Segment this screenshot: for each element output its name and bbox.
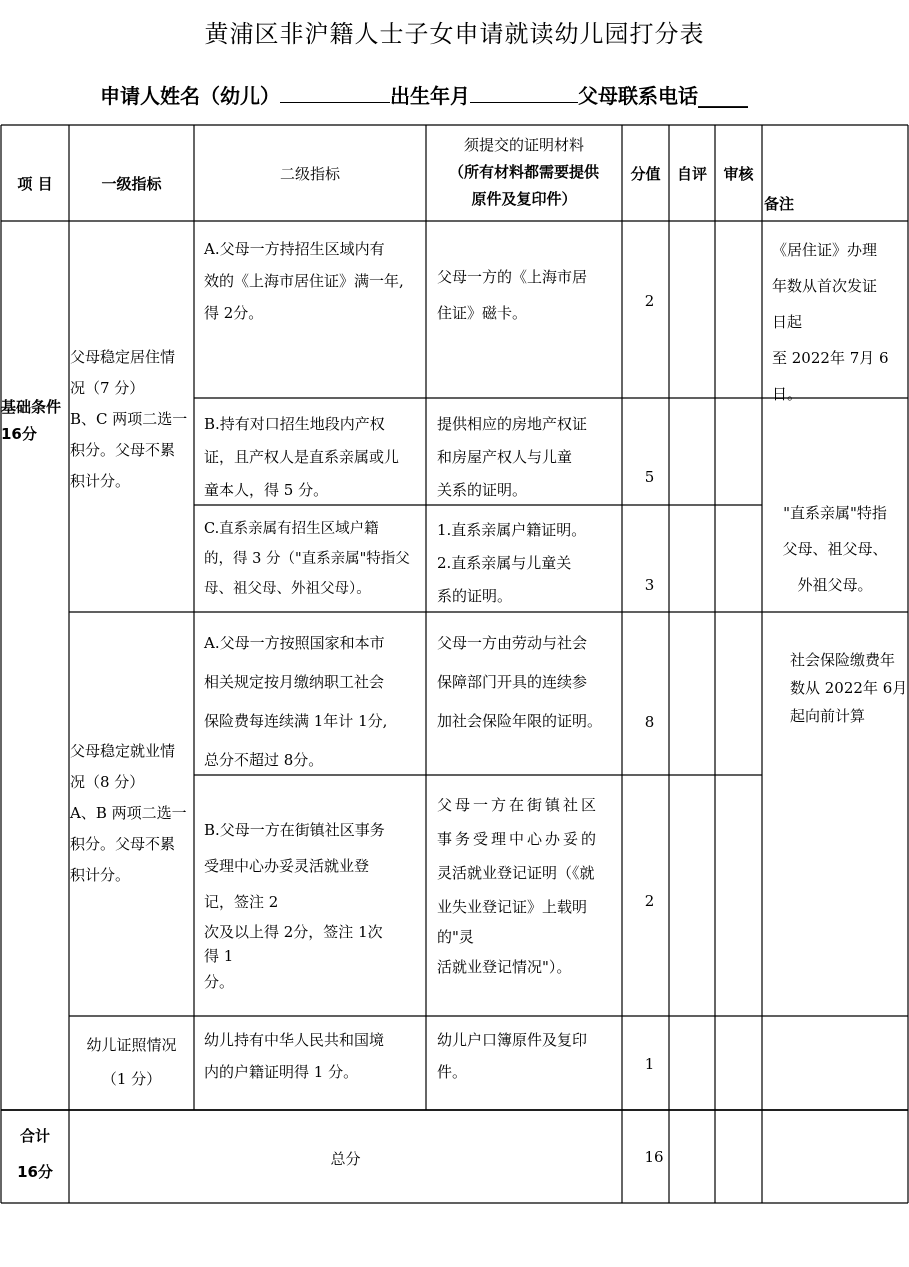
row-a-indicator (204, 233, 404, 329)
page-title: 黄浦区非沪籍人士子女申请就读幼儿园打分表 (204, 20, 705, 48)
row-eb-material (437, 788, 599, 984)
row-b-material-line: 提供相应的房地产权证 (437, 415, 588, 433)
header-self-eval: 自评 (676, 165, 707, 183)
group-residence-line: 积分。父母不累 (70, 441, 176, 459)
row-a-material-line: 住证》磁卡。 (437, 304, 528, 322)
row-b-indicator-line: 证，且产权人是直系亲属或儿 (204, 448, 400, 466)
row-b-indicator-line: 童本人，得 5 分。 (204, 481, 329, 499)
row-ea-score: 8 (644, 713, 655, 731)
row-a-material (437, 259, 587, 331)
row-child-group-line: 幼儿证照情况 (86, 1036, 177, 1054)
row-child-material (437, 1024, 587, 1088)
row-eb-indicator-line: 得 1 (204, 947, 234, 965)
row-a-remark-line: 《居住证》办理 (772, 241, 878, 259)
row-b-score: 5 (644, 468, 655, 486)
row-ea-material-line: 父母一方由劳动与社会 (437, 634, 588, 652)
row-child-material-line: 件。 (437, 1063, 468, 1081)
applicant-name-label: 申请人姓名（幼儿） (100, 84, 280, 108)
row-c-score: 3 (644, 576, 655, 594)
remark-bc (762, 495, 908, 603)
row-ea-indicator-line: 保险费每连续满 1年计 1分, (204, 712, 388, 730)
row-eb-material-line: 父母一方在街镇社区 (437, 796, 600, 814)
total-label-line: 16分 (17, 1163, 53, 1181)
row-c-material (437, 514, 586, 613)
total-score-label: 总分 (330, 1150, 361, 1168)
header-review: 审核 (723, 165, 754, 183)
section-basic-label (1, 394, 61, 448)
row-eb-indicator-line: 分。 (204, 973, 235, 991)
section-basic-points: 16分 (1, 425, 37, 443)
row-child-indicator-line: 内的户籍证明得 1 分。 (204, 1063, 359, 1081)
header-materials-line2: （所有材料都需要提供 (448, 163, 599, 181)
group-employment-label (70, 736, 187, 891)
group-employment-line: A、B 两项二选一 (70, 804, 187, 822)
group-residence-line: B、C 两项二选一 (70, 410, 188, 428)
row-a-material-line: 父母一方的《上海市居 (437, 268, 588, 286)
row-child-material-line: 幼儿户口簿原件及复印 (437, 1031, 588, 1049)
parent-phone-field[interactable]: _____ (698, 84, 748, 108)
row-eb-score: 2 (644, 892, 655, 910)
row-a-remark (772, 232, 889, 412)
row-c-material-line: 系的证明。 (437, 587, 513, 605)
row-eb-indicator-line: 记，签注 2 (204, 893, 279, 911)
group-residence-line: 父母稳定居住情 (70, 348, 176, 366)
header-score: 分值 (630, 165, 661, 183)
row-eb-material-line: 的"灵 (437, 928, 474, 946)
row-b-material-line: 关系的证明。 (437, 481, 528, 499)
row-eb-material-line: 活就业登记情况"）。 (437, 958, 572, 976)
group-employment-line: 况（8 分） (70, 773, 145, 791)
row-ea-material-line: 保障部门开具的连续参 (437, 673, 588, 691)
row-b-indicator-line: B.持有对口招生地段内产权 (204, 415, 385, 433)
remark-bc-line: 外祖父母。 (797, 576, 873, 594)
header-level2: 二级指标 (279, 165, 340, 183)
birth-date-label: 出生年月 (390, 84, 470, 108)
header-item: 项 目 (17, 175, 53, 193)
row-c-material-line: 1.直系亲属户籍证明。 (437, 521, 587, 539)
group-residence-label (70, 342, 187, 497)
row-eb-indicator-line: 受理中心办妥灵活就业登 (204, 857, 370, 875)
row-eb-indicator-line: B.父母一方在街镇社区事务 (204, 821, 385, 839)
group-employment-line: 积计分。 (70, 866, 131, 884)
row-a-remark-line: 日起 (772, 313, 803, 331)
row-eb-indicator (204, 812, 385, 996)
row-child-indicator-line: 幼儿持有中华人民共和国境 (204, 1031, 385, 1049)
header-level1: 一级指标 (101, 175, 162, 193)
parent-phone-label: 父母联系电话 (578, 84, 698, 108)
row-a-score: 2 (644, 292, 655, 310)
total-score-value: 16 (644, 1148, 664, 1166)
remark-bc-line: "直系亲属"特指 (783, 504, 887, 522)
row-child-score: 1 (644, 1055, 655, 1073)
row-ea-indicator-line: A.父母一方按照国家和本市 (204, 634, 385, 652)
row-a-remark-line: 至 2022年 7月 6 (772, 349, 889, 367)
row-ea-remark-line: 起向前计算 (790, 707, 866, 725)
header-materials-line1: 须提交的证明材料 (463, 136, 584, 154)
group-employment-line: 父母稳定就业情 (70, 742, 176, 760)
row-c-material-line: 2.直系亲属与儿童关 (437, 554, 572, 572)
row-a-remark-line: 日。 (772, 385, 803, 403)
row-ea-remark-line: 数从 2022年 6月 (790, 679, 908, 697)
row-a-indicator-line: 效的《上海市居住证》满一年, (204, 272, 404, 290)
row-a-indicator-line: 得 2分。 (204, 304, 264, 322)
row-b-material-line: 和房屋产权人与儿童 (437, 448, 573, 466)
row-ea-indicator (204, 624, 387, 780)
row-eb-material-line: 业失业登记证》上载明 (437, 898, 588, 916)
row-a-remark-line: 年数从首次发证 (772, 277, 878, 295)
header-materials (426, 132, 622, 213)
group-residence-line: 况（7 分） (70, 379, 145, 397)
row-eb-material-line: 事务受理中心办妥的 (437, 830, 600, 848)
row-b-material (437, 408, 587, 507)
row-a-indicator-line: A.父母一方持招生区域内有 (204, 240, 385, 258)
row-ea-material-line: 加社会保险年限的证明。 (437, 712, 603, 730)
row-b-indicator (204, 408, 399, 507)
row-c-indicator-line: 母、祖父母、外祖父母）。 (204, 581, 371, 597)
remark-bc-line: 父母、祖父母、 (782, 540, 888, 558)
total-label-line: 合计 (19, 1127, 50, 1145)
section-basic-name: 基础条件 (1, 398, 62, 416)
row-child-indicator (204, 1024, 384, 1088)
row-eb-material-line: 灵活就业登记证明（《就 (437, 864, 595, 882)
row-c-indicator-line: C.直系亲属有招生区域户籍 (204, 521, 379, 537)
row-ea-indicator-line: 相关规定按月缴纳职工社会 (204, 673, 385, 691)
header-materials-line3: 原件及复印件） (471, 190, 577, 208)
row-ea-remark (790, 646, 907, 730)
row-child-group (69, 1028, 194, 1096)
total-label (1, 1118, 69, 1190)
group-employment-line: 积分。父母不累 (70, 835, 176, 853)
row-ea-material (437, 624, 602, 741)
row-c-indicator-line: 的，得 3 分（"直系亲属"特指父 (204, 551, 410, 567)
header-remarks: 备注 (764, 195, 795, 213)
row-ea-indicator-line: 总分不超过 8分。 (204, 751, 324, 769)
group-residence-line: 积计分。 (70, 472, 131, 490)
row-ea-remark-line: 社会保险缴费年 (790, 651, 896, 669)
row-c-indicator (204, 514, 410, 604)
row-eb-indicator-line: 次及以上得 2分，签注 1次 (204, 923, 383, 941)
row-child-group-line: （1 分） (101, 1070, 162, 1088)
